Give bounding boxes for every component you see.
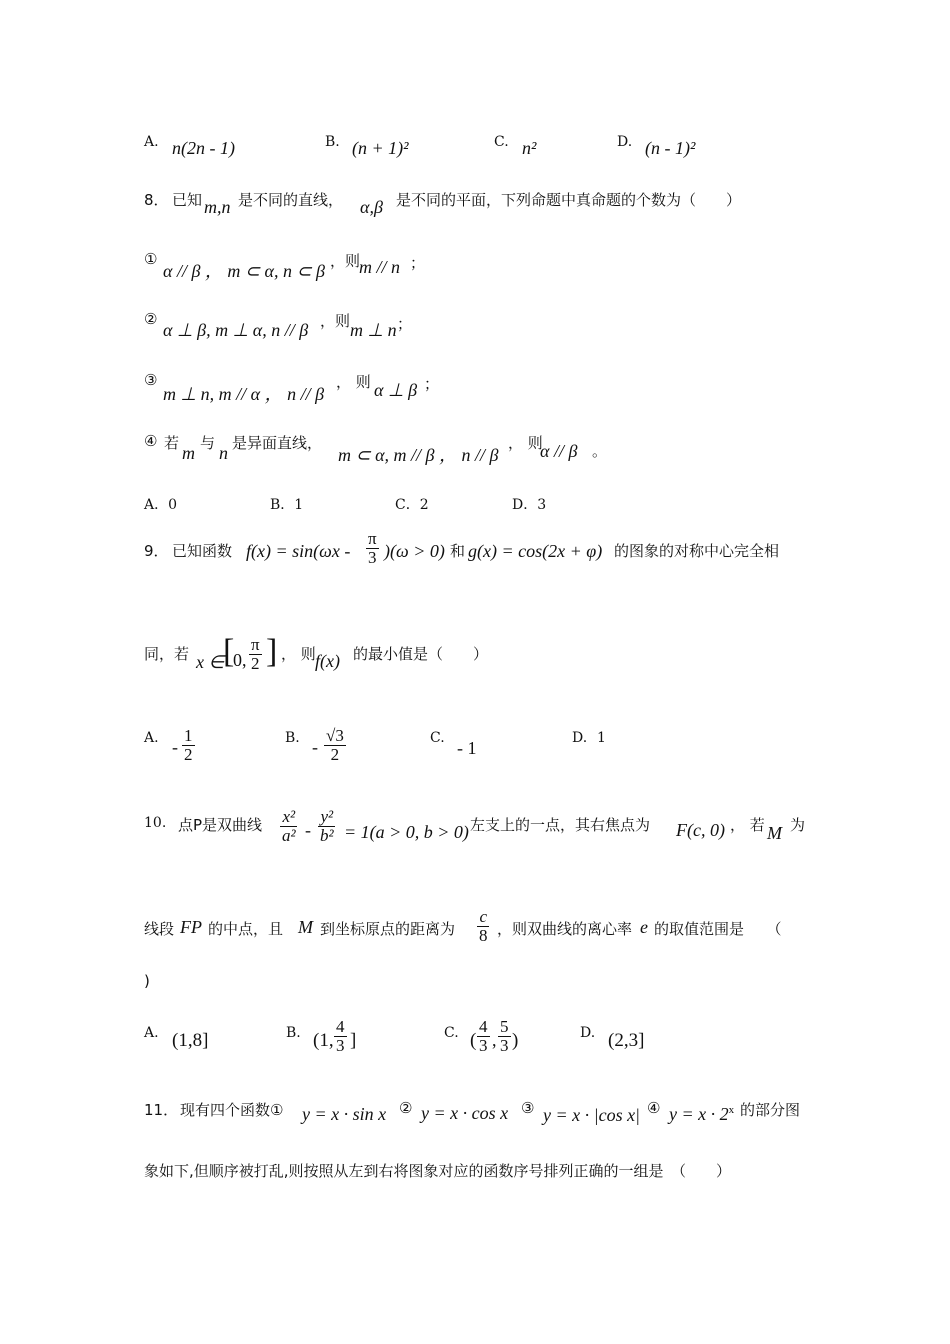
q10-close-paren: ) [144,972,150,990]
q9-text-1: 已知函数 [172,542,233,560]
q8-item-4-marker: ④ [144,432,158,450]
q10-text-2: 左支上的一点，其右焦点为 [470,816,651,834]
q11-text-2: 的部分图 [740,1101,801,1119]
q10-option-c-left: ( [470,1030,477,1051]
q9-option-a-label: A. [144,730,159,746]
q8-item-3-result: α ⊥ β [374,380,418,400]
q9-pi-num: π [368,529,377,548]
q10-option-c-label: C. [444,1025,459,1041]
q7-option-d-label: D. [617,134,633,150]
q10-option-c-comma: , [492,1030,497,1050]
q10-option-b-frac [334,1018,347,1055]
q10-focus: F(c, 0) [676,820,725,840]
q9-option-d-label: D. [572,730,588,746]
q8-item-4-with: 与 [200,434,216,452]
q7-option-a-expr: n(2n - 1) [172,138,235,158]
q10-number: 10. [144,815,167,831]
q10-b2: b² [320,825,334,845]
q9-text-2: 的图象的对称中心完全相 [614,542,780,560]
q10-c-over-8 [477,908,490,945]
q9-x-in: x ∈ [196,652,225,672]
q8-item-1-result: m // n [359,257,401,277]
q8-item-4-m: m [182,443,195,463]
q9-pi-over-3 [366,530,379,567]
q10-minus: - [305,820,311,840]
q8-option-c: C．2 [395,497,429,513]
q11-func-4-sup: x [728,1104,735,1116]
q11-func-4-base: y = x · 2 [669,1104,729,1124]
q10-line2-d: ，则双曲线的离心率 [497,920,633,938]
q10-option-a-label: A. [144,1025,159,1041]
q10-eight: 8 [479,925,488,945]
q10-c: c [479,907,488,926]
q11-func-2: y = x · cos x [421,1103,509,1123]
q9-fx: f(x) [315,651,340,671]
q10-y2-over-b2 [318,808,336,845]
q10-option-b-num: 4 [336,1017,345,1036]
q10-line2-c: 到坐标原点的距离为 [320,920,456,938]
q8-item-1-then: ，则 [330,252,361,270]
q8-item-3-then: ， 则 [336,373,371,391]
q10-x2-over-a2 [280,808,298,845]
q10-option-c-frac-2 [498,1018,511,1055]
q10-a2: a² [282,825,296,845]
q9-option-a-frac [182,727,195,764]
q8-item-3-end: ； [424,375,440,393]
q8-stem-mn: m,n [204,197,231,217]
q9-f-tail: )(ω > 0) [384,541,445,561]
q9-zero: 0, [233,650,247,670]
q9-option-b-label: B. [285,730,300,746]
q8-item-4-pre: 若 [164,434,180,452]
q10-line2-a: 线段 [144,920,175,938]
q10-x2: x² [282,807,296,826]
q10-option-b-label: B. [286,1025,301,1041]
q8-stem-c: 是不同的平面，下列命题中真命题的个数为（ ） [396,191,742,209]
q8-item-4-result: α // β [540,441,578,461]
q11-func-3: y = x · |cos x| [543,1105,641,1125]
q8-item-4-then: ， 则 [508,434,543,452]
q10-option-c-right: ) [512,1030,519,1051]
q10-text-3: ， 若 [730,816,765,834]
q8-item-4-math: m ⊂ α, m // β ， n // β [338,445,499,465]
q10-option-c-d2: 3 [500,1035,509,1055]
q8-item-2-math: α ⊥ β, m ⊥ α, n // β [163,320,309,340]
q10-option-c-d1: 3 [479,1035,488,1055]
q9-line2-b: 的最小值是（ ） [353,645,489,663]
q10-text-4: 为 [790,816,806,834]
q9-pi2-den: 2 [251,653,260,673]
q9-option-a-sign: - [172,737,178,757]
q10-option-d-expr: (2,3] [608,1030,645,1051]
q9-number: 9． [144,542,169,560]
q9-f-expr: f(x) = sin(ωx - [246,541,351,561]
q9-and: 和 [450,542,466,560]
q8-item-3-math: m ⊥ n, m // α ， n // β [163,384,325,404]
q10-option-b-right: ] [350,1030,357,1051]
q10-option-b-left: (1, [313,1030,334,1051]
q10-text-1: 点P是双曲线 [178,816,263,834]
q8-item-2-then: ，则 [320,312,351,330]
q8-item-1-marker: ① [144,250,158,268]
q11-circle-3: ③ [521,1099,535,1117]
q10-FP: FP [180,917,202,937]
q10-line2-e: 的取值范围是 （ [654,920,782,938]
q9-option-b-frac [324,727,346,764]
q10-option-c-n1: 4 [479,1017,488,1036]
q9-line2-a: 同，若 [144,645,190,663]
q8-option-b: B．1 [270,497,304,513]
q10-M: M [767,823,782,843]
q7-option-b-expr: (n + 1)² [352,138,409,158]
q8-item-2-result: m ⊥ n [350,320,397,340]
q9-option-a-den: 2 [184,744,193,764]
q11-number: 11． [144,1101,179,1119]
q9-right-bracket: ] [266,633,278,670]
q10-option-c-frac-1 [477,1018,490,1055]
q9-pi2-num: π [251,635,260,654]
q11-func-1: y = x · sin x [302,1104,387,1124]
q10-e: e [640,917,648,937]
q11-line2: 象如下,但顺序被打乱,则按照从左到右将图象对应的函数序号排列正确的一组是 （ ） [144,1162,732,1180]
q8-item-4-mid: 是异面直线， [232,434,323,452]
q10-option-c-n2: 5 [500,1017,509,1036]
q8-item-1-math: α // β ， m ⊂ α, n ⊂ β [163,261,325,281]
q7-option-c-expr: n² [522,138,537,158]
q9-option-b-den: 2 [330,744,340,764]
q10-option-d-label: D. [580,1025,596,1041]
q10-y2: y² [320,807,334,826]
q8-stem-ab: α,β [360,197,383,217]
q9-option-b-num: √3 [326,726,344,745]
q10-eq: = 1(a > 0, b > 0) [344,822,469,842]
q9-left-bracket: [ [223,633,235,670]
q11-text-1: 现有四个函数① [180,1101,284,1119]
q10-line2-b: 的中点，且 [208,920,284,938]
q11-circle-2: ② [399,1099,413,1117]
q9-option-d-expr: 1 [597,730,606,746]
q8-option-a: A．0 [144,497,178,513]
q8-stem-b: 是不同的直线， [238,191,344,209]
q10-option-b-den: 3 [336,1035,345,1055]
q7-option-b-label: B. [325,134,340,150]
q9-option-b-sign: - [312,737,318,757]
q7-option-a-label: A. [144,134,159,150]
q9-pi-den: 3 [368,547,377,567]
q8-item-2-end: ； [397,315,413,333]
q8-option-d: D．3 [512,497,547,513]
q11-circle-4: ④ [647,1099,661,1117]
q8-item-4-n: n [219,443,228,463]
q9-option-c-label: C. [430,730,445,746]
q10-M2: M [298,917,313,937]
q11-func-4 [669,1104,734,1125]
q9-pi-over-2 [249,636,262,673]
q7-option-c-label: C. [494,134,509,150]
q8-item-4-end: 。 [592,442,608,460]
q8-stem-a: 已知 [172,191,203,209]
q10-option-a-expr: (1,8] [172,1030,209,1051]
q7-option-d-expr: (n - 1)² [645,138,696,158]
q8-item-2-marker: ② [144,310,158,328]
q9-g-expr: g(x) = cos(2x + φ) [468,541,603,561]
q8-number: 8． [144,191,169,209]
q9-then: ， 则 [281,645,316,663]
q8-item-3-marker: ③ [144,371,158,389]
q9-option-a-num: 1 [184,726,193,745]
q8-item-1-end: ； [410,254,426,272]
q9-option-c-expr: - 1 [457,738,477,758]
